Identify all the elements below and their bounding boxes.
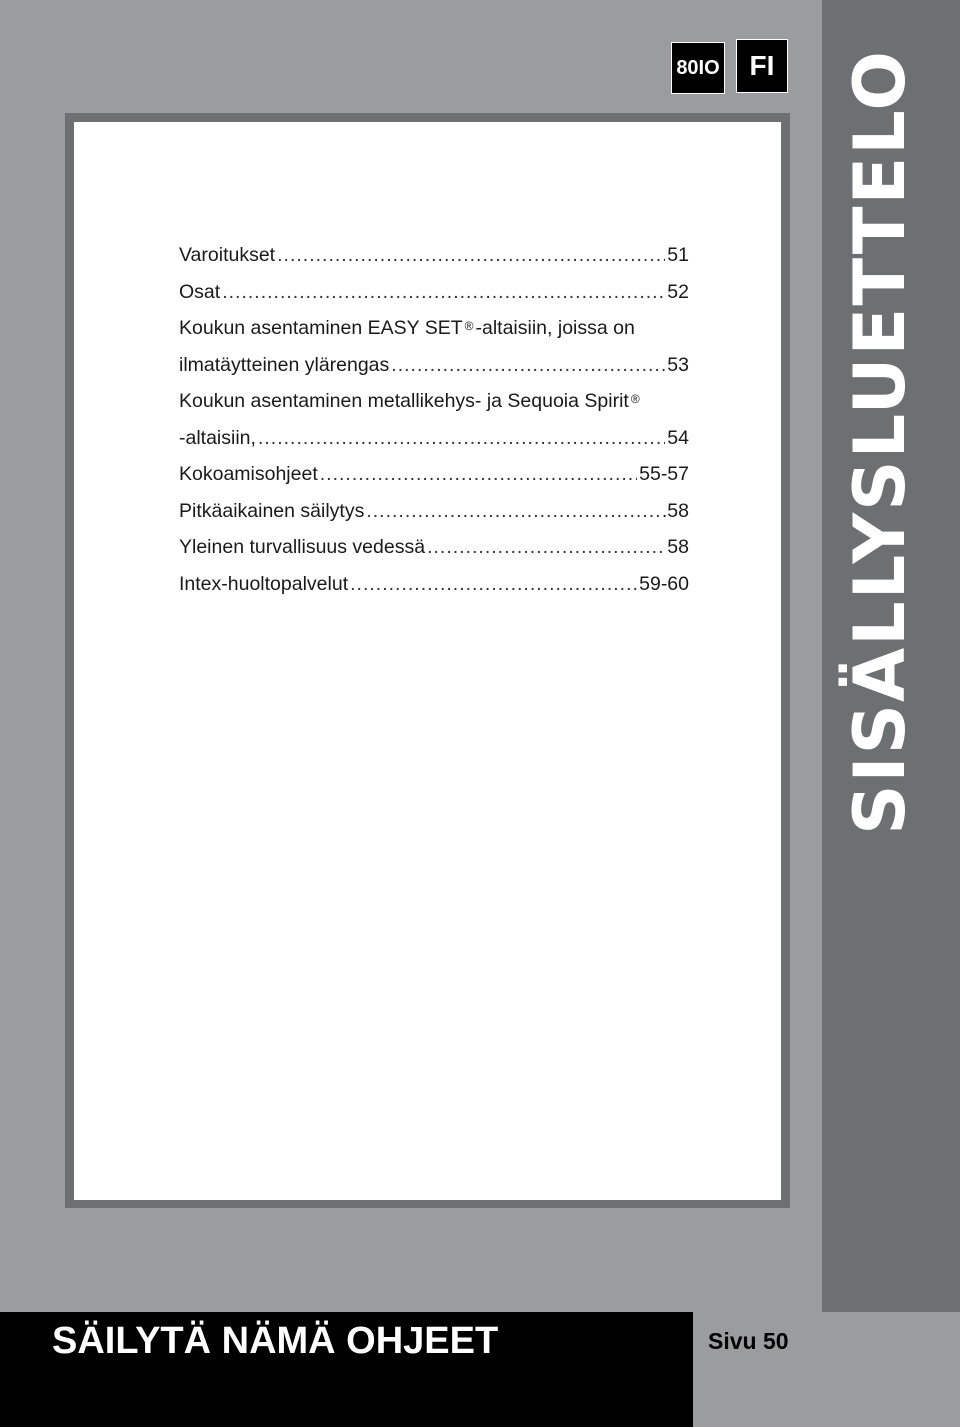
toc-entry-metal-frame-line2[interactable] — [179, 420, 689, 457]
toc-leader-dots — [222, 274, 665, 311]
toc-entry-easy-set-line2[interactable] — [179, 347, 689, 384]
footer-side-strip — [822, 1312, 960, 1427]
footer-title: SÄILYTÄ NÄMÄ OHJEET — [52, 1320, 499, 1362]
toc-entry-sailytys[interactable] — [179, 493, 689, 530]
toc-entry-turvallisuus[interactable] — [179, 529, 689, 566]
toc-entry-text: Pitkäaikainen säilytys — [179, 499, 365, 522]
toc-entry-osat[interactable] — [179, 274, 689, 311]
table-of-contents — [179, 237, 689, 602]
footer-page-number: Sivu 50 — [708, 1328, 789, 1354]
toc-entry-text: Koukun asentaminen metallikehys- ja Sequoia Spirit — [179, 390, 629, 412]
toc-entry-kokoamisohjeet[interactable] — [179, 456, 689, 493]
toc-entry-page: .58 — [661, 499, 689, 522]
toc-entry-varoitukset[interactable] — [179, 237, 689, 274]
toc-entry-text: Koukun asentaminen EASY SET — [179, 317, 463, 339]
toc-entry-text: Osat — [179, 280, 221, 303]
registered-mark: ® — [630, 392, 640, 406]
language-badge: FI — [737, 40, 787, 92]
toc-entry-page: 59-60 — [639, 572, 689, 595]
toc-entry-page: 55-57 — [639, 463, 689, 485]
sidebar-title: SISÄLLYSLUETTELO — [839, 49, 922, 835]
registered-mark: ® — [464, 319, 474, 333]
toc-leader-dots — [320, 456, 637, 493]
toc-leader-dots — [258, 420, 665, 457]
toc-entry-page: 54 — [667, 426, 689, 449]
toc-entry-text: ilmatäytteinen ylärengas — [179, 353, 390, 376]
toc-entry-text: Kokoamisohjeet — [179, 463, 318, 485]
toc-entry-page: 58 — [667, 536, 689, 558]
toc-leader-dots — [350, 566, 637, 603]
toc-leader-dots — [391, 347, 665, 384]
toc-leader-dots — [427, 529, 665, 566]
sidebar-title-wrapper — [839, 49, 922, 835]
toc-entry-metal-frame-line1[interactable] — [179, 383, 689, 420]
toc-entry-easy-set-line1[interactable] — [179, 310, 689, 347]
toc-entry-text: -altaisiin, — [179, 426, 256, 449]
toc-entry-huoltopalvelut[interactable] — [179, 566, 689, 603]
model-badge: 80IO — [672, 43, 724, 93]
toc-leader-dots — [277, 237, 665, 274]
toc-leader-dots — [366, 493, 660, 530]
toc-entry-text: Intex-huoltopalvelut — [179, 572, 349, 595]
toc-entry-text-continued: -altaisiin, joissa on — [475, 317, 635, 339]
toc-entry-page: 52 — [667, 280, 689, 303]
toc-entry-text: Yleinen turvallisuus vedessä — [179, 536, 426, 558]
toc-entry-page: 53 — [667, 353, 689, 376]
toc-entry-text: Varoitukset — [179, 244, 276, 266]
toc-entry-page: 51 — [667, 244, 689, 266]
